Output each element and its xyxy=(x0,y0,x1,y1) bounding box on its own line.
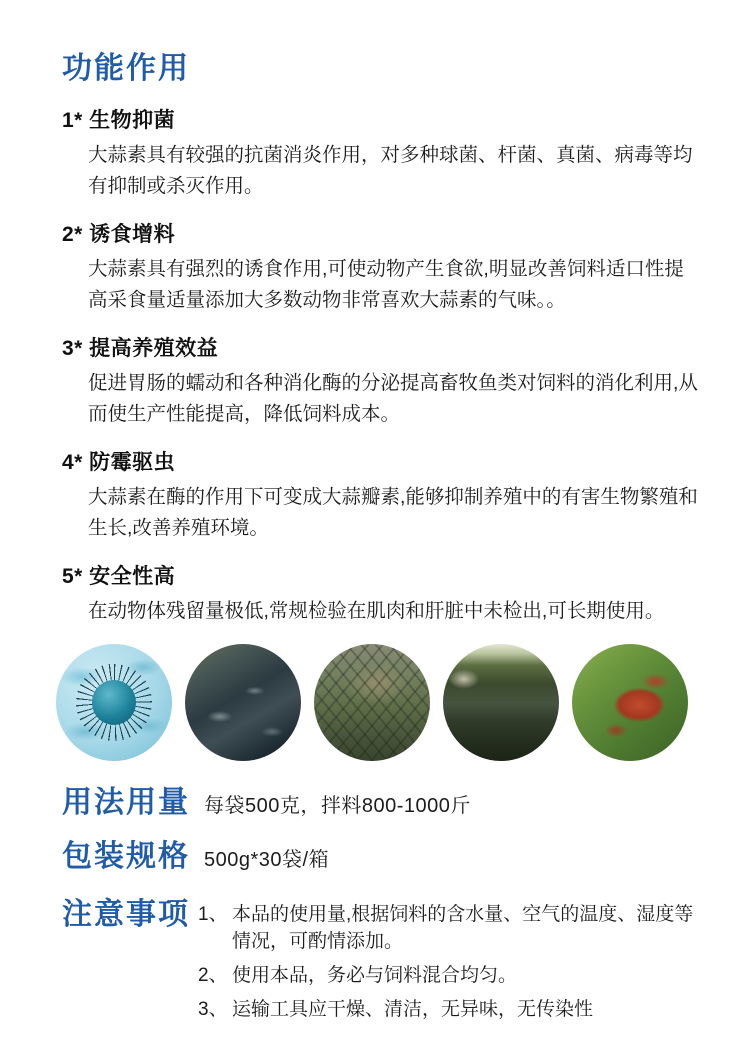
note-number: 2、 xyxy=(198,965,228,986)
usage-label: 用法用量 xyxy=(62,786,190,819)
section-antibacterial xyxy=(62,108,706,202)
note-number: 3、 xyxy=(198,999,228,1020)
note-item xyxy=(198,962,703,989)
section-heading: 4* 防霉驱虫 xyxy=(62,451,176,474)
note-number: 1、 xyxy=(198,904,228,925)
photo-strip xyxy=(56,644,706,761)
section-heading: 5* 安全性高 xyxy=(62,565,176,588)
section-farming-benefit xyxy=(62,336,706,430)
section-safety xyxy=(62,564,706,627)
pond-photo xyxy=(443,644,559,761)
section-heading: 2* 诱食增料 xyxy=(62,223,176,246)
crayfish-photo xyxy=(572,644,688,761)
packaging-value: 500g*30袋/箱 xyxy=(204,849,330,871)
page-title: 功能作用 xyxy=(62,52,190,85)
packaging-label: 包装规格 xyxy=(62,840,190,873)
note-text: 运输工具应干燥、清洁，无异味，无传染性 xyxy=(232,999,594,1020)
section-heading: 3* 提高养殖效益 xyxy=(62,337,219,360)
usage-row xyxy=(62,785,706,821)
notes-label: 注意事项 xyxy=(62,898,190,931)
notes-list xyxy=(198,901,703,1030)
note-text: 本品的使用量,根据饲料的含水量、空气的温度、湿度等情况，可酌情添加。 xyxy=(232,904,694,952)
microbe-photo xyxy=(56,644,172,761)
fish-photo xyxy=(185,644,301,761)
crabs-in-net-photo xyxy=(314,644,430,761)
packaging-row xyxy=(62,839,706,875)
section-body: 大蒜素具有强烈的诱食作用,可使动物产生食欲,明显改善饲料适口性提高采食量适量添加大多数动物非常喜欢大蒜素的气味。。 xyxy=(88,258,684,311)
section-body: 大蒜素在酶的作用下可变成大蒜瓣素,能够抑制养殖中的有害生物繁殖和生长,改善养殖环境。 xyxy=(88,486,698,539)
usage-value: 每袋500克，拌料800-1000斤 xyxy=(204,795,471,817)
section-body: 在动物体残留量极低,常规检验在肌肉和肝脏中未检出,可长期使用。 xyxy=(88,600,665,622)
notes-row xyxy=(62,897,706,1030)
section-body: 促进胃肠的蠕动和各种消化酶的分泌提高畜牧鱼类对饲料的消化利用,从而使生产性能提高，降低饲料成本。 xyxy=(88,372,698,425)
note-item xyxy=(198,996,703,1023)
section-heading: 1* 生物抑菌 xyxy=(62,109,176,132)
note-text: 使用本品，务必与饲料混合均匀。 xyxy=(232,965,518,986)
section-mold-insect xyxy=(62,450,706,544)
note-item xyxy=(198,901,703,955)
section-feed-attractant xyxy=(62,222,706,316)
section-body: 大蒜素具有较强的抗菌消炎作用，对多种球菌、杆菌、真菌、病毒等均有抑制或杀灭作用。 xyxy=(88,144,693,197)
